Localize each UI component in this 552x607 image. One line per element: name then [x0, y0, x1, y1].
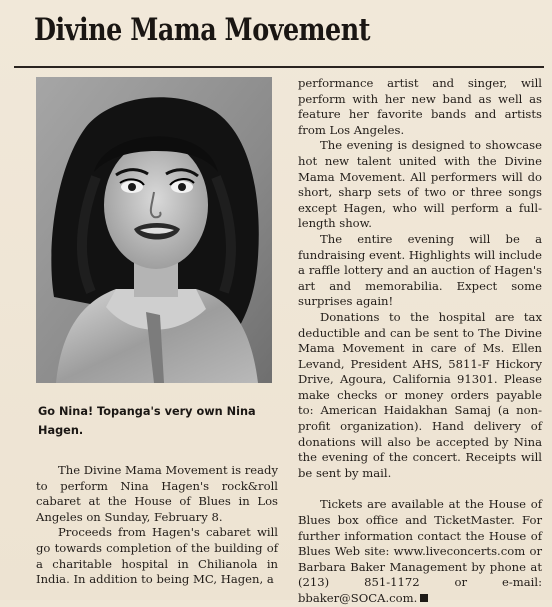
closing-paragraph: [298, 497, 542, 606]
end-mark-icon: [420, 594, 428, 602]
right-column: [298, 76, 542, 607]
headline-rule: [14, 66, 544, 68]
body-paragraph: The entire evening will be a fundraising event. Highlights will include a raffle lottery and an auction of Hagen's art and memorabilia. Expect some surprises again!: [298, 231, 542, 309]
article-photo: [36, 77, 272, 383]
body-paragraph-continuation: performance artist and singer, will perform with her new band as well as feature her favorite bands and artists from Los Angeles.: [298, 76, 542, 137]
body-paragraph: The evening is designed to showcase hot new talent united with the Divine Mama Movement. All performers will do short, sharp sets of two or three songs except Hagen, who will perform a full-length show.: [298, 138, 542, 231]
body-paragraph: Donations to the hospital are tax deductible and can be sent to The Divine Mama Movement in care of Ms. Ellen Levand, President AHS, 5811-F Hickory Drive, Agoura, California 91301. Please make checks or money orders payable to: American Haidakhan Samaj (a non-profit organization). Hand delivery of donations will also be accepted by Nina the evening of the concert. Receipts will be sent by mail.: [298, 309, 542, 480]
body-paragraph: The Divine Mama Movement is ready to perform Nina Hagen's rock&roll cabaret at the House of Blues in Los Angeles on Sunday, February 8.: [36, 463, 278, 524]
paragraph-gap: [298, 481, 542, 497]
closing-paragraph-text: Tickets are available at the House of Blues box office and TicketMaster. For further information contact the House of Blues Web site: www.liveconcerts.com or Barbara Baker Management by phone at (213) 851-1172 or e-mail: bbaker@SOCA.com.: [298, 497, 542, 605]
article-headline: Divine Mama Movement: [34, 12, 370, 48]
photo-caption: Go Nina! Topanga's very own Nina Hagen.: [38, 405, 256, 437]
left-column: [36, 463, 278, 588]
body-paragraph: Proceeds from Hagen's cabaret will go towards completion of the building of a charitable hospital in Chilianola in India. In addition to being MC, Hagen, a: [36, 525, 278, 587]
portrait-image: [36, 77, 272, 383]
